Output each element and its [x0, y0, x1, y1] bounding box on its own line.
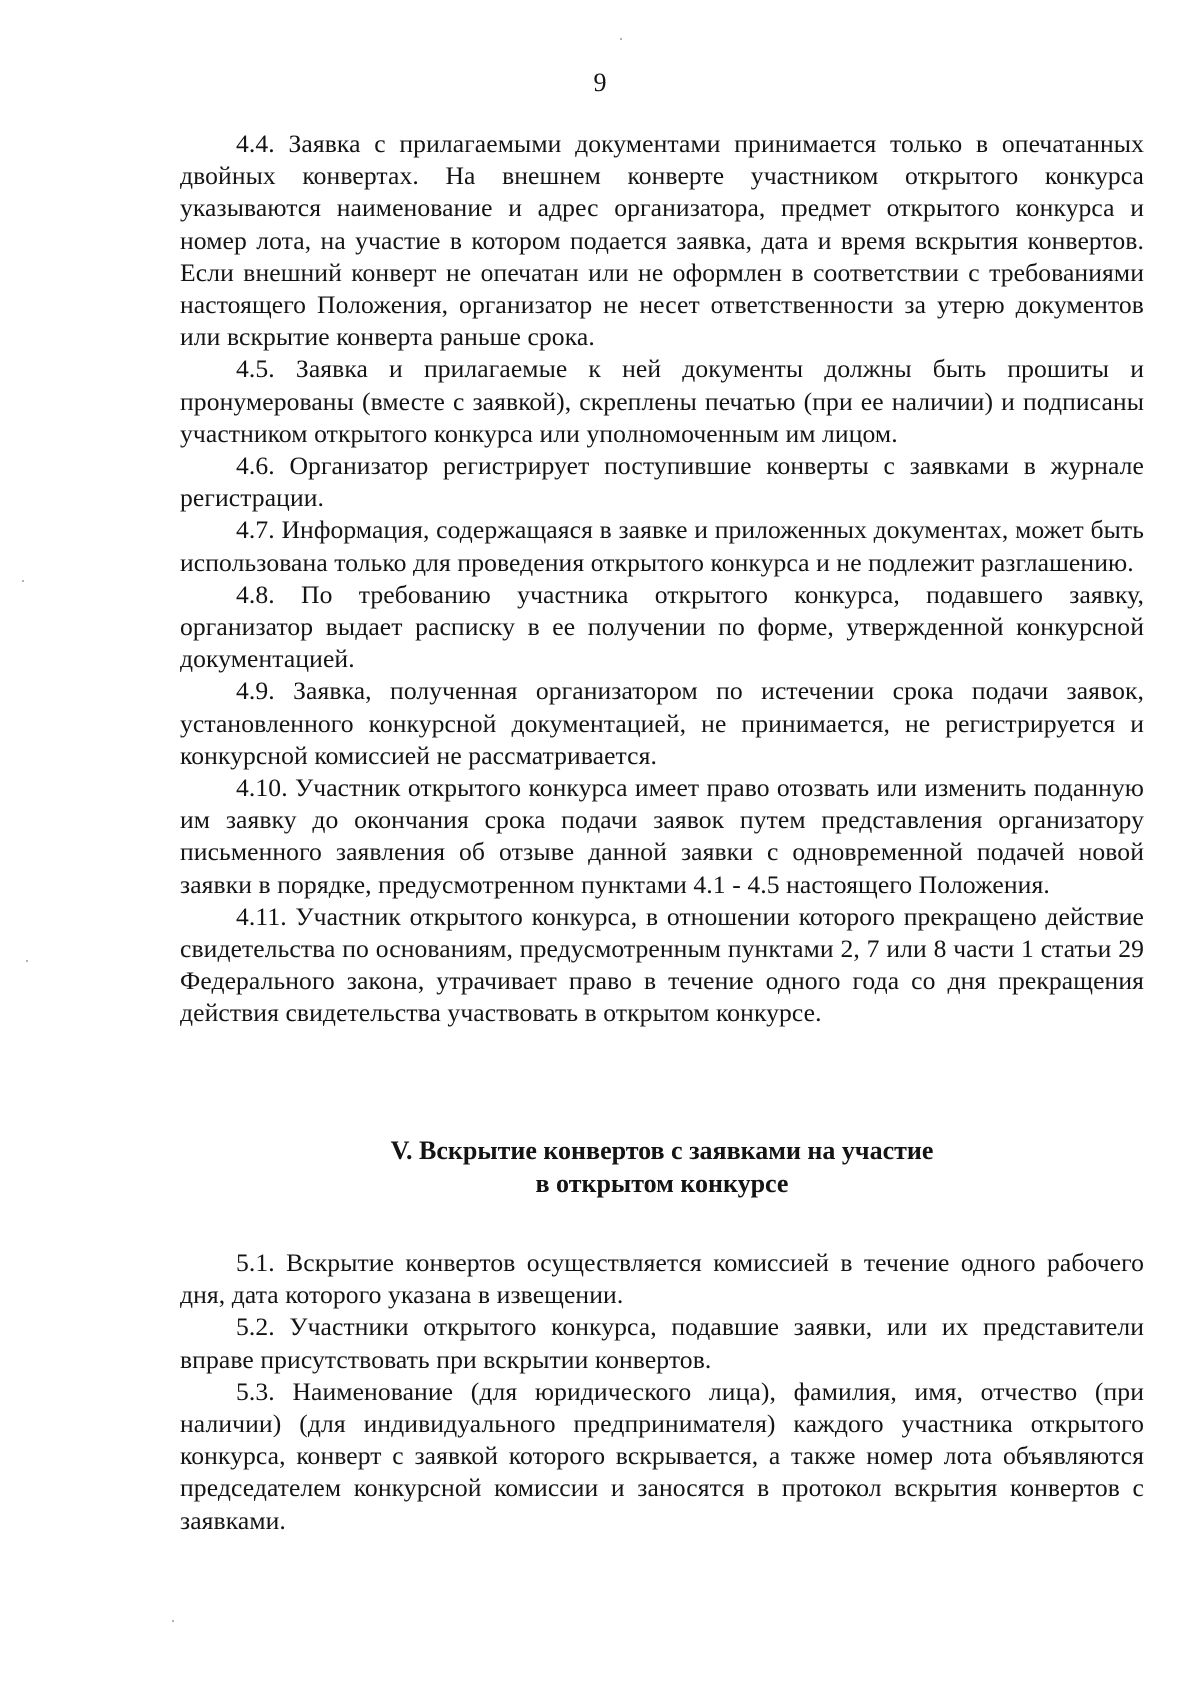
paragraph-4-9: 4.9. Заявка, полученная организатором по истечении срока подачи заявок, установленного конкурсной документацией, не принимается, не регистрируется и конкурсной комиссией не рассматривается. [180, 676, 1144, 770]
section-5-heading [180, 1134, 1144, 1200]
section-heading-line-2: в открытом конкурсе [535, 1169, 789, 1198]
section-heading-line-1: V. Вскрытие конвертов с заявками на участие [390, 1136, 934, 1165]
paragraph-5-2: 5.2. Участники открытого конкурса, подавшие заявки, или их представители вправе присутствовать при вскрытии конвертов. [180, 1312, 1144, 1374]
scan-speck [620, 38, 622, 40]
paragraph-4-10: 4.10. Участник открытого конкурса имеет право отозвать или изменить поданную им заявку до окончания срока подачи заявок путем представления организатору письменного заявления об отзыве данной заявки с одновременной подачей новой заявки в порядке, предусмотренном пунктами 4.1 - 4.5 настоящего Положения. [180, 773, 1144, 899]
paragraph-4-6: 4.6. Организатор регистрирует поступившие конверты с заявками в журнале регистрации. [180, 451, 1144, 513]
paragraph-4-4: 4.4. Заявка с прилагаемыми документами принимается только в опечатанных двойных конвертах. На внешнем конверте участником открытого конкурса указываются наименование и адрес организатора, предмет открытого конкурса и номер лота, на участие в котором подается заявка, дата и время вскрытия конвертов. Если внешний конверт не опечатан или не оформлен в соответствии с требованиями настоящего Положения, организатор не несет ответственности за утерю документов или вскрытие конверта раньше срока. [180, 129, 1144, 352]
scan-speck [26, 960, 28, 962]
paragraph-4-7: 4.7. Информация, содержащаяся в заявке и приложенных документах, может быть использована только для проведения открытого конкурса и не подлежит разглашению. [180, 515, 1144, 577]
section-4-text [180, 128, 1144, 1030]
scan-speck [22, 580, 24, 582]
paragraph-5-3: 5.3. Наименование (для юридического лица), фамилия, имя, отчество (при наличии) (для индивидуального предпринимателя) каждого участника открытого конкурса, конверт с заявкой которого вскрывается, а также номер лота объявляются председателем конкурсной комиссии и заносятся в протокол вскрытия конвертов с заявками. [180, 1376, 1144, 1535]
paragraph-4-8: 4.8. По требованию участника открытого конкурса, подавшего заявку, организатор выдает расписку в ее получении по форме, утвержденной конкурсной документацией. [180, 579, 1144, 674]
paragraph-4-5: 4.5. Заявка и прилагаемые к ней документы должны быть прошиты и пронумерованы (вместе с заявкой), скреплены печатью (при ее наличии) и подписаны участником открытого конкурса или уполномоченным им лицом. [180, 354, 1144, 448]
page-number: 9 [593, 68, 607, 97]
paragraph-4-11: 4.11. Участник открытого конкурса, в отношении которого прекращено действие свидетельства по основаниям, предусмотренным пунктами 2, 7 или 8 части 1 статьи 29 Федерального закона, утрачивает право в течение одного года со дня прекращения действия свидетельства участвовать в открытом конкурсе. [180, 901, 1144, 1028]
scan-speck [172, 1620, 174, 1622]
paragraph-5-1: 5.1. Вскрытие конвертов осуществляется комиссией в течение одного рабочего дня, дата которого указана в извещении. [180, 1248, 1144, 1310]
section-5-text [180, 1247, 1144, 1537]
